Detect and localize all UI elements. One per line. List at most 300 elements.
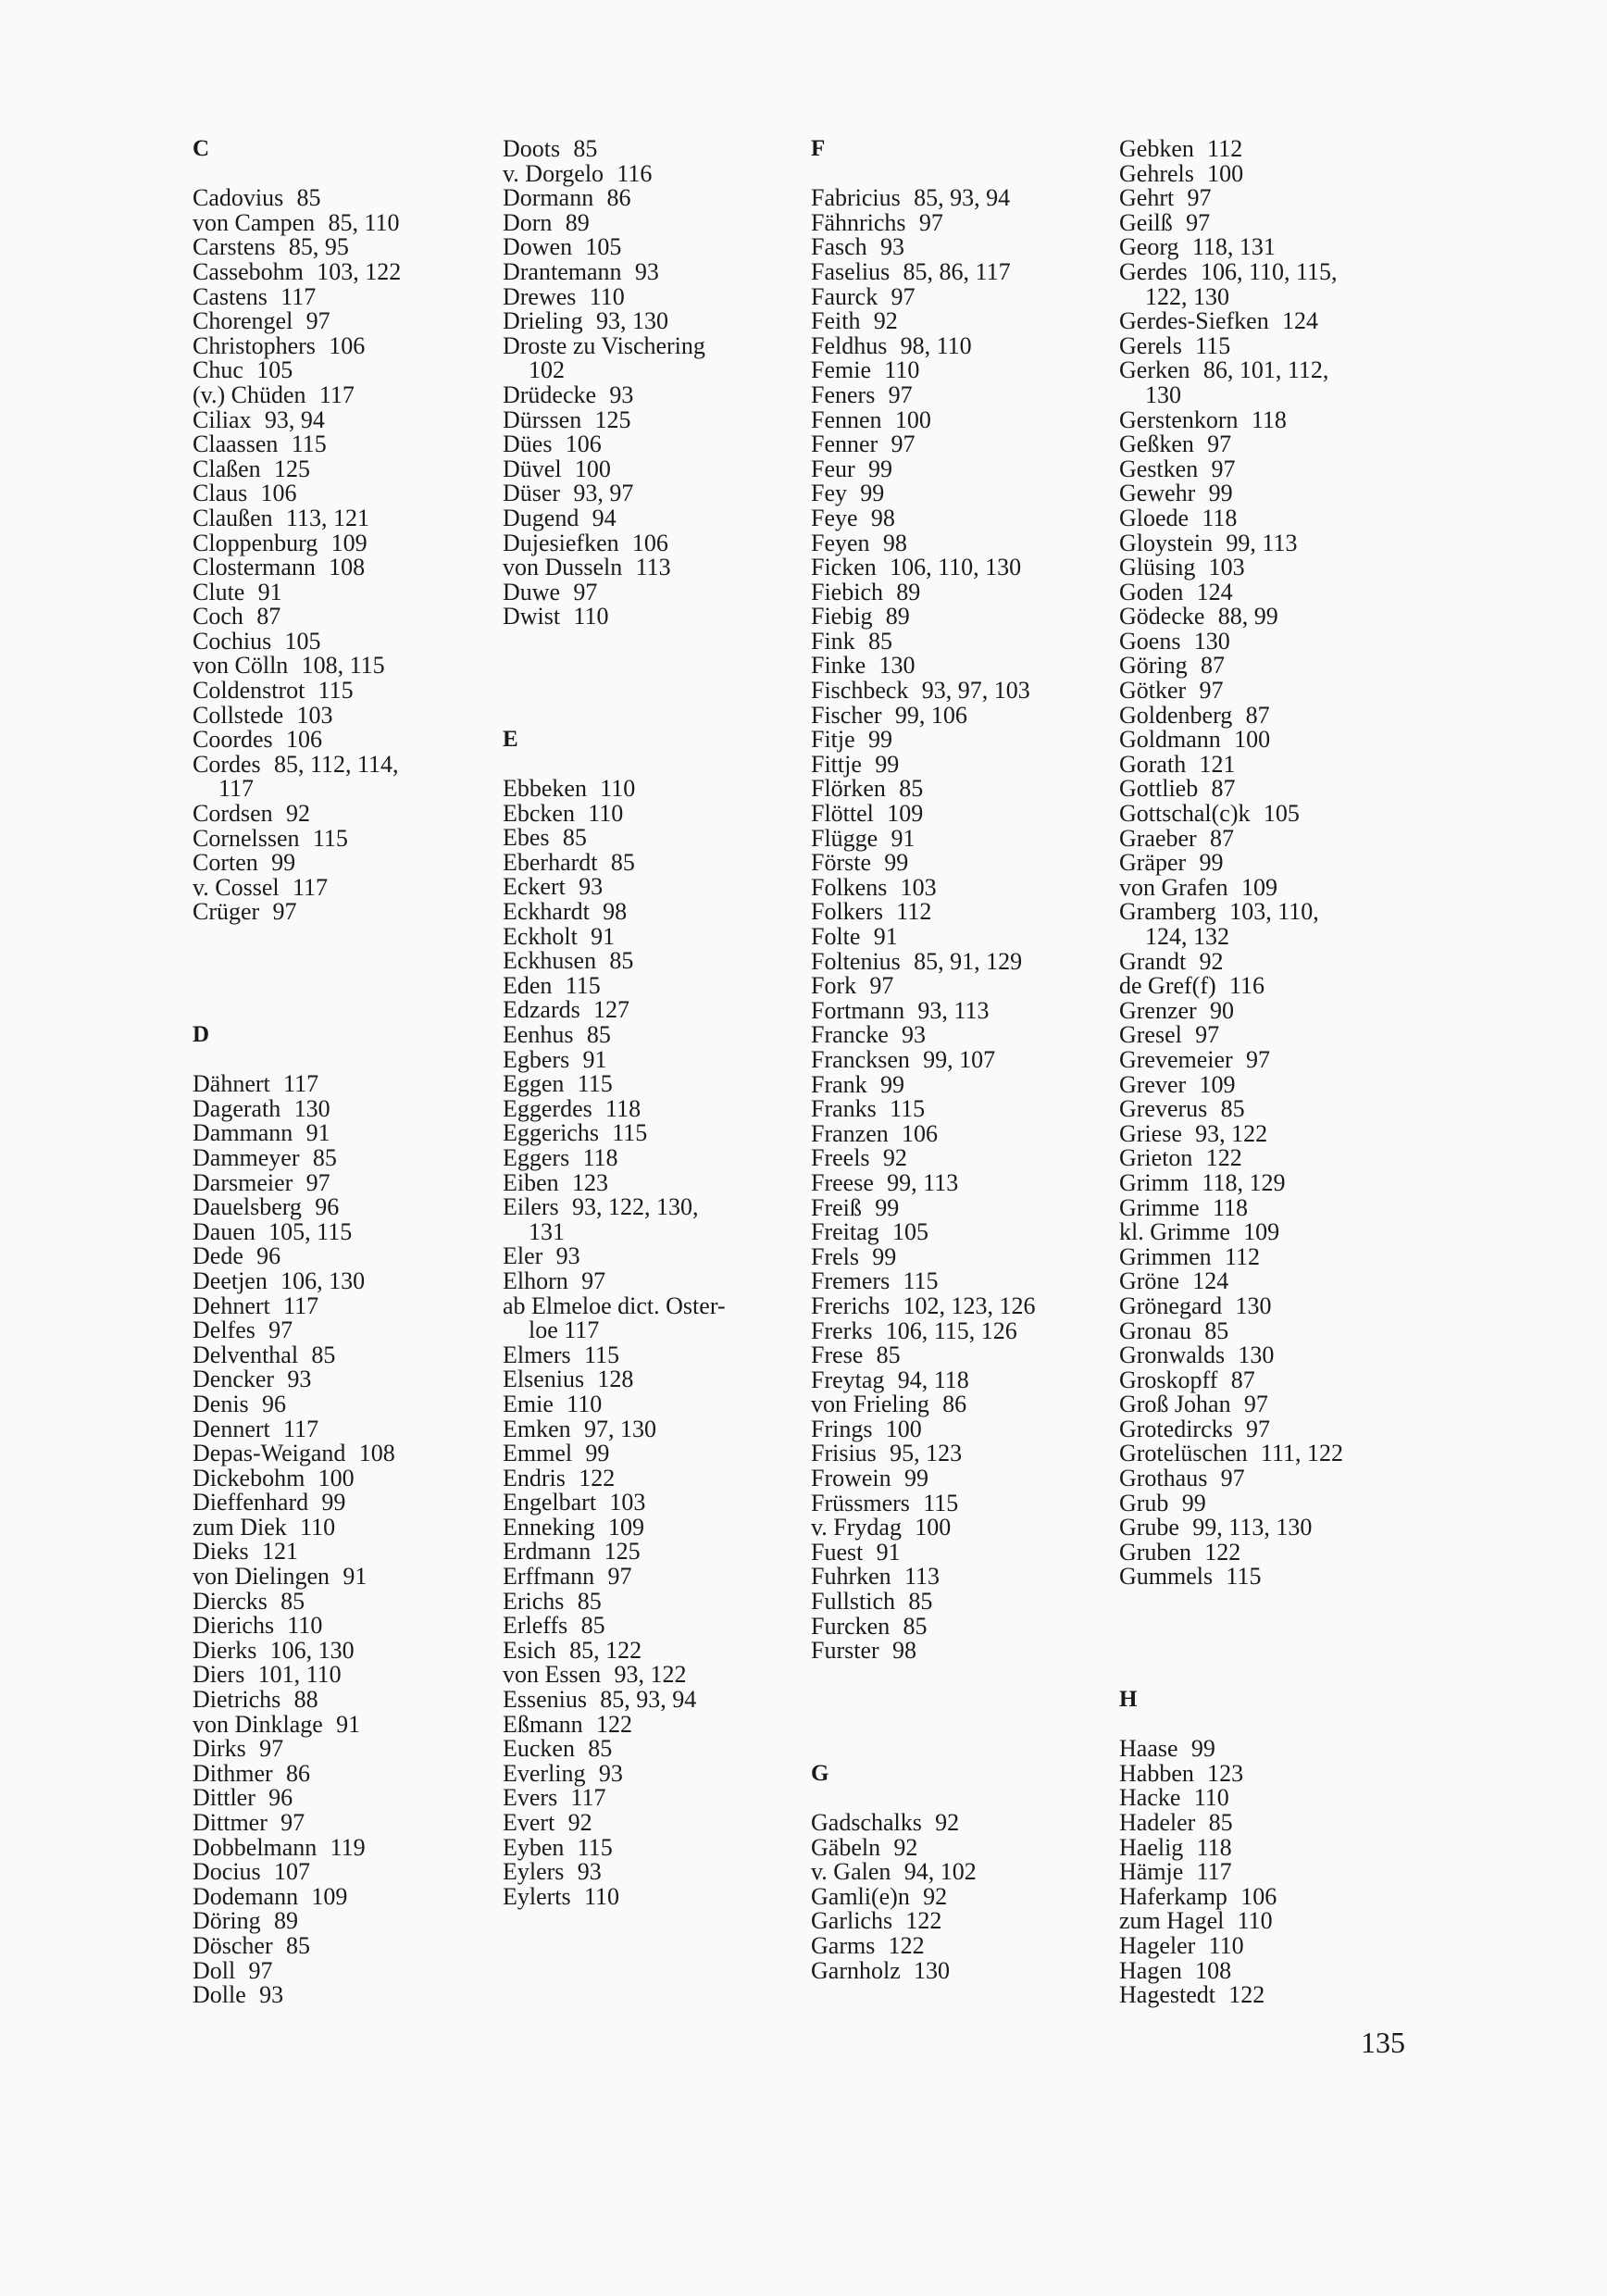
entry-pages: 106, 110, 115, bbox=[1200, 257, 1338, 285]
index-entry bbox=[1119, 679, 1343, 704]
entry-name: Dickebohm bbox=[193, 1464, 305, 1491]
index-entry bbox=[193, 1244, 401, 1269]
entry-name: Ebbeken bbox=[503, 775, 587, 803]
entry-pages: 122 bbox=[1204, 1538, 1241, 1566]
entry-name: Fremers bbox=[811, 1267, 891, 1295]
index-entry bbox=[193, 481, 401, 506]
entry-name: Förste bbox=[811, 849, 871, 877]
entry-name: Dauelsberg bbox=[193, 1193, 302, 1221]
entry-pages: 86 bbox=[942, 1391, 967, 1418]
entry-pages: 125 bbox=[273, 455, 310, 482]
entry-name: Fasch bbox=[811, 233, 867, 261]
entry-pages: 88 bbox=[293, 1686, 318, 1714]
entry-pages: 121 bbox=[1199, 750, 1236, 778]
index-entry bbox=[811, 408, 1036, 433]
entry-name: Frisius bbox=[811, 1440, 877, 1467]
index-entry bbox=[193, 1587, 401, 1615]
index-entry bbox=[1119, 627, 1343, 655]
index-entry bbox=[811, 750, 1036, 778]
entry-name: Feye bbox=[811, 504, 858, 531]
entry-name: Castens bbox=[193, 282, 268, 310]
entry-name: Carstens bbox=[193, 233, 276, 261]
entry-name: Goldmann bbox=[1119, 726, 1221, 754]
index-entry bbox=[811, 1860, 1036, 1885]
entry-name: Döscher bbox=[193, 1931, 273, 1959]
index-entry bbox=[1119, 580, 1343, 605]
entry-pages: 91 bbox=[257, 578, 282, 605]
index-entry bbox=[1119, 1220, 1343, 1245]
entry-name: Dodemann bbox=[193, 1882, 299, 1910]
index-entry bbox=[193, 777, 401, 802]
index-entry bbox=[193, 1294, 401, 1319]
index-entry bbox=[193, 555, 401, 580]
index-entry bbox=[193, 1143, 401, 1171]
section-letter: C bbox=[193, 136, 210, 161]
entry-pages: 117 bbox=[292, 873, 328, 901]
index-entry bbox=[1119, 1070, 1343, 1098]
entry-pages: 85 bbox=[285, 1931, 310, 1959]
entry-name: Dierks bbox=[193, 1636, 257, 1664]
entry-name: Endris bbox=[503, 1464, 566, 1491]
entry-name: Eyben bbox=[503, 1833, 565, 1861]
index-entry bbox=[193, 1491, 401, 1516]
index-entry bbox=[811, 1316, 1036, 1344]
index-entry bbox=[811, 1119, 1036, 1147]
entry-name: Cassebohm bbox=[193, 257, 304, 285]
entry-pages: 85 bbox=[588, 1735, 613, 1763]
entry-name: von Grafen bbox=[1119, 873, 1228, 901]
entry-pages: 121 bbox=[261, 1538, 298, 1566]
entry-name: Eßmann bbox=[503, 1710, 583, 1738]
index-entry bbox=[1119, 824, 1343, 852]
entry-pages: 99 bbox=[271, 849, 296, 877]
entry-pages: 110 bbox=[567, 1390, 603, 1417]
index-entry bbox=[811, 974, 1036, 999]
entry-name: Haase bbox=[1119, 1735, 1178, 1763]
entry-pages: 87 bbox=[256, 603, 281, 630]
entry-pages: 122 bbox=[1205, 1144, 1242, 1172]
index-entry bbox=[811, 1833, 1036, 1861]
entry-pages: 97 bbox=[272, 898, 297, 926]
index-entry bbox=[193, 1811, 401, 1836]
entry-pages: 85, 95 bbox=[288, 233, 349, 261]
index-entry bbox=[503, 1786, 739, 1811]
entry-pages: 98 bbox=[882, 529, 907, 556]
index-entry bbox=[811, 555, 1036, 580]
entry-name: Doll bbox=[193, 1956, 236, 1984]
entry-pages: 118 bbox=[1196, 1833, 1232, 1861]
entry-pages: 95, 123 bbox=[890, 1440, 963, 1467]
index-entry bbox=[1119, 925, 1343, 950]
entry-pages: 93 bbox=[577, 1858, 602, 1886]
entry-name: Essenius bbox=[503, 1686, 587, 1714]
entry-pages: 85 bbox=[312, 1143, 337, 1171]
entry-name: Grevemeier bbox=[1119, 1045, 1233, 1073]
entry-pages: 130 bbox=[1235, 1292, 1272, 1319]
index-entry bbox=[193, 1860, 401, 1885]
entry-name: Dittmer bbox=[193, 1809, 268, 1836]
entry-pages: 106 bbox=[260, 480, 297, 507]
entry-name: Crüger bbox=[193, 898, 260, 926]
index-entry bbox=[811, 1368, 1036, 1393]
index-entry bbox=[811, 331, 1036, 359]
entry-name: Claassen bbox=[193, 430, 279, 458]
entry-name: Cordsen bbox=[193, 800, 273, 828]
entry-pages: 93, 122 bbox=[614, 1661, 687, 1689]
entry-pages: 100 bbox=[894, 406, 931, 433]
entry-pages: 85 bbox=[562, 824, 587, 852]
entry-pages: 93, 130 bbox=[595, 307, 668, 335]
entry-name: Denis bbox=[193, 1390, 249, 1417]
index-entry bbox=[1119, 728, 1343, 753]
entry-name: Frowein bbox=[811, 1465, 891, 1492]
entry-pages: 91 bbox=[876, 1538, 901, 1566]
entry-pages: 99 bbox=[1190, 1735, 1215, 1763]
index-entry bbox=[811, 1242, 1036, 1270]
entry-name: Eckhardt bbox=[503, 898, 590, 926]
index-entry bbox=[503, 1168, 739, 1196]
entry-name: Dittler bbox=[193, 1784, 255, 1812]
entry-name: Freese bbox=[811, 1168, 874, 1196]
index-entry bbox=[503, 848, 739, 876]
entry-name: Esich bbox=[503, 1636, 556, 1664]
entry-pages: 85 bbox=[580, 1612, 605, 1640]
index-entry bbox=[1119, 1882, 1343, 1910]
entry-name: Dähnert bbox=[193, 1070, 270, 1098]
entry-name: Grandt bbox=[1119, 947, 1187, 975]
entry-pages: 85 bbox=[899, 775, 924, 803]
index-entry bbox=[1119, 1269, 1343, 1294]
index-entry bbox=[1119, 1193, 1343, 1221]
entry-name: Griese bbox=[1119, 1119, 1182, 1147]
entry-name: Eucken bbox=[503, 1735, 575, 1763]
entry-pages: 110 bbox=[1237, 1907, 1273, 1935]
index-entry bbox=[811, 1811, 1036, 1836]
index-entry bbox=[811, 1220, 1036, 1245]
entry-pages: 97 bbox=[1246, 1045, 1270, 1073]
entry-pages: 117 bbox=[283, 1070, 319, 1098]
entry-name: Ebcken bbox=[503, 799, 575, 827]
entry-name: Fittje bbox=[811, 750, 862, 778]
index-entry bbox=[811, 900, 1036, 925]
entry-name: Eler bbox=[503, 1242, 543, 1270]
entry-name: Flöttel bbox=[811, 800, 874, 828]
entry-name: Emmel bbox=[503, 1440, 573, 1467]
entry-pages: 106 bbox=[1240, 1882, 1277, 1910]
entry-pages: 115 bbox=[1195, 331, 1231, 359]
index-entry bbox=[1119, 1466, 1343, 1491]
entry-pages: 99 bbox=[875, 1193, 900, 1221]
entry-name: Dorn bbox=[503, 208, 553, 236]
entry-pages: 88, 99 bbox=[1217, 603, 1278, 630]
index-entry bbox=[1119, 1538, 1343, 1566]
entry-pages: 116 bbox=[1228, 972, 1264, 1000]
entry-name: Dietrichs bbox=[193, 1686, 281, 1714]
entry-name: Dirks bbox=[193, 1735, 246, 1763]
entry-name: Früssmers bbox=[811, 1489, 910, 1516]
entry-name: Diers bbox=[193, 1661, 245, 1689]
entry-name: Feur bbox=[811, 455, 855, 482]
entry-pages: 115 bbox=[903, 1267, 939, 1295]
entry-pages: 85, 91, 129 bbox=[914, 947, 1023, 975]
entry-name: Dowen bbox=[503, 233, 573, 261]
entry-name: Femie bbox=[811, 356, 871, 384]
entry-pages: 103 bbox=[296, 701, 333, 729]
index-entry bbox=[193, 282, 401, 310]
entry-pages: 110 bbox=[1208, 1931, 1244, 1959]
entry-pages: 108 bbox=[358, 1440, 395, 1467]
index-entry bbox=[503, 1710, 739, 1738]
entry-name: Gamli(e)n bbox=[811, 1882, 910, 1910]
entry-pages: 115 bbox=[565, 971, 601, 999]
entry-name: Eggers bbox=[503, 1143, 570, 1171]
entry-name: Feith bbox=[811, 307, 861, 335]
index-entry bbox=[1119, 1417, 1343, 1442]
entry-name: Eden bbox=[503, 971, 553, 999]
index-entry bbox=[1119, 654, 1343, 679]
index-entry bbox=[811, 1097, 1036, 1122]
entry-pages: 98 bbox=[870, 504, 895, 531]
entry-name: Habben bbox=[1119, 1759, 1194, 1787]
entry-name: Franks bbox=[811, 1095, 877, 1123]
index-entry bbox=[193, 457, 401, 482]
entry-pages: 99 bbox=[879, 1070, 904, 1098]
entry-name: Dagerath bbox=[193, 1094, 281, 1122]
entry-name: Hagen bbox=[1119, 1956, 1182, 1984]
entry-name: Dieffenhard bbox=[193, 1489, 309, 1516]
entry-name: Chorengel bbox=[193, 307, 293, 335]
index-entry bbox=[1119, 1737, 1343, 1762]
entry-pages: 97 bbox=[1246, 1415, 1271, 1442]
entry-pages: 123 bbox=[1207, 1759, 1244, 1787]
entry-pages: 86 bbox=[285, 1759, 310, 1787]
entry-pages: 118 bbox=[1212, 1193, 1248, 1221]
entry-pages: 85 bbox=[609, 947, 634, 975]
index-entry bbox=[503, 580, 739, 605]
index-entry bbox=[811, 679, 1036, 704]
index-entry bbox=[811, 1441, 1036, 1466]
entry-name: Dennert bbox=[193, 1415, 270, 1442]
entry-name: Goens bbox=[1119, 627, 1181, 655]
index-entry bbox=[193, 1343, 401, 1368]
index-entry bbox=[1119, 555, 1343, 580]
entry-name: (v.) Chüden bbox=[193, 381, 306, 408]
section-letter: F bbox=[811, 136, 826, 161]
index-entry bbox=[503, 1244, 739, 1269]
entry-name: Delfes bbox=[193, 1316, 255, 1344]
entry-name: Docius bbox=[193, 1858, 261, 1886]
entry-pages: 93, 97 bbox=[573, 480, 634, 507]
index-entry bbox=[503, 282, 739, 310]
entry-pages: 130 bbox=[914, 1956, 951, 1984]
entry-name: Collstede bbox=[193, 701, 284, 729]
entry-pages: 99 bbox=[860, 480, 885, 507]
index-entry bbox=[503, 1759, 739, 1787]
index-entry bbox=[193, 1168, 401, 1196]
entry-pages: 87 bbox=[1245, 701, 1270, 729]
entry-pages: 105 bbox=[284, 627, 321, 655]
entry-name: Düvel bbox=[503, 455, 562, 482]
entry-pages: 117 bbox=[283, 1292, 319, 1319]
entry-name: Dede bbox=[193, 1242, 243, 1270]
entry-pages: 100 bbox=[885, 1415, 922, 1442]
index-entry bbox=[193, 1737, 401, 1762]
index-entry bbox=[811, 309, 1036, 334]
index-entry bbox=[503, 922, 739, 950]
entry-name: Claßen bbox=[193, 455, 261, 482]
index-entry bbox=[1119, 531, 1343, 556]
index-entry bbox=[1119, 1023, 1343, 1048]
index-entry bbox=[1119, 777, 1343, 802]
index-entry bbox=[1119, 802, 1343, 827]
entry-name: Enneking bbox=[503, 1513, 595, 1541]
index-entry bbox=[1119, 1491, 1343, 1516]
entry-pages: 124 bbox=[1282, 307, 1319, 335]
entry-name: Fenner bbox=[811, 430, 878, 458]
index-entry bbox=[193, 824, 401, 852]
entry-pages: 118 bbox=[582, 1143, 618, 1171]
index-entry bbox=[811, 1146, 1036, 1171]
index-entry bbox=[811, 728, 1036, 753]
entry-name: zum Diek bbox=[193, 1513, 287, 1541]
entry-name: Faselius bbox=[811, 257, 891, 285]
entry-name: von Campen bbox=[193, 208, 316, 236]
index-entry bbox=[811, 627, 1036, 655]
entry-name: Frels bbox=[811, 1242, 859, 1270]
index-entry bbox=[1119, 996, 1343, 1024]
entry-name: Gronwalds bbox=[1119, 1341, 1226, 1369]
entry-pages: 97 bbox=[268, 1316, 293, 1344]
entry-pages: 105 bbox=[891, 1218, 928, 1246]
entry-pages: 99 bbox=[872, 1242, 897, 1270]
index-entry bbox=[193, 1466, 401, 1491]
entry-name: Gloede bbox=[1119, 504, 1190, 531]
entry-name: Garms bbox=[811, 1931, 876, 1959]
entry-pages: 92 bbox=[1199, 947, 1224, 975]
entry-pages: 103, 122 bbox=[317, 257, 402, 285]
index-entry bbox=[193, 1195, 401, 1220]
entry-name: v. Frydag bbox=[811, 1514, 902, 1541]
index-entry bbox=[193, 728, 401, 753]
entry-name: Clute bbox=[193, 578, 245, 605]
entry-name: Garnholz bbox=[811, 1956, 901, 1984]
index-entry bbox=[1119, 1368, 1343, 1393]
entry-name: Grotelüschen bbox=[1119, 1440, 1248, 1467]
index-entry bbox=[503, 358, 739, 383]
entry-pages: 100 bbox=[318, 1464, 355, 1491]
page-number: 135 bbox=[1361, 2026, 1405, 2059]
entry-name: Furster bbox=[811, 1637, 879, 1665]
entry-name: Eylerts bbox=[503, 1882, 571, 1910]
entry-name: Gerken bbox=[1119, 356, 1190, 384]
entry-pages: 92 bbox=[567, 1809, 592, 1836]
index-entry bbox=[811, 235, 1036, 260]
index-entry bbox=[811, 996, 1036, 1024]
entry-pages: 85, 93, 94 bbox=[600, 1686, 697, 1714]
entry-name: Eggen bbox=[503, 1070, 565, 1098]
entry-name: Goldenberg bbox=[1119, 701, 1233, 729]
entry-name: Grimm bbox=[1119, 1168, 1190, 1196]
entry-pages: 85 bbox=[1208, 1809, 1233, 1836]
entry-name: v. Cossel bbox=[193, 873, 280, 901]
entry-name: Delventhal bbox=[193, 1341, 299, 1368]
index-entry bbox=[811, 777, 1036, 802]
entry-pages: 91 bbox=[591, 922, 616, 950]
index-entry bbox=[503, 137, 739, 162]
entry-name: Freytag bbox=[811, 1366, 885, 1393]
index-entry bbox=[503, 605, 739, 630]
index-entry bbox=[1119, 331, 1343, 359]
index-entry bbox=[193, 1417, 401, 1442]
index-entry bbox=[193, 1513, 401, 1541]
entry-pages: 99 bbox=[321, 1489, 346, 1516]
entry-pages: 130 bbox=[878, 652, 916, 680]
entry-pages: 85 bbox=[908, 1588, 933, 1616]
entry-name: Fuest bbox=[811, 1538, 864, 1566]
index-entry bbox=[503, 1636, 739, 1664]
entry-pages: 109 bbox=[887, 800, 924, 828]
index-entry bbox=[503, 1392, 739, 1417]
entry-name: Drantemann bbox=[503, 257, 622, 285]
index-entry bbox=[811, 1590, 1036, 1615]
index-entry bbox=[193, 1636, 401, 1664]
entry-name: Fullstich bbox=[811, 1588, 896, 1616]
entry-name: Gronau bbox=[1119, 1316, 1191, 1344]
index-entry bbox=[811, 654, 1036, 679]
entry-name: Grönegard bbox=[1119, 1292, 1223, 1319]
index-entry bbox=[503, 1023, 739, 1048]
entry-name: Gehrt bbox=[1119, 184, 1175, 212]
entry-pages: 99, 113, 130 bbox=[1192, 1514, 1313, 1541]
index-entry bbox=[503, 555, 739, 580]
entry-pages: 118 bbox=[605, 1094, 642, 1122]
entry-pages: 97 bbox=[888, 381, 913, 408]
entry-name: Dierichs bbox=[193, 1612, 275, 1640]
entry-name: Eberhardt bbox=[503, 848, 598, 876]
index-section bbox=[503, 728, 739, 1910]
index-section bbox=[811, 1762, 1036, 1983]
entry-name: Geßken bbox=[1119, 430, 1194, 458]
index-entry bbox=[811, 1882, 1036, 1910]
index-entry bbox=[811, 1193, 1036, 1221]
index-entry bbox=[811, 947, 1036, 975]
entry-name: Coldenstrot bbox=[193, 677, 305, 705]
entry-pages: 113 bbox=[903, 1563, 941, 1591]
entry-pages: 109 bbox=[1240, 873, 1277, 901]
entry-pages: 109 bbox=[311, 1882, 348, 1910]
entry-name: Drieling bbox=[503, 307, 583, 335]
entry-pages: 107 bbox=[273, 1858, 310, 1886]
entry-pages: 89 bbox=[896, 578, 921, 605]
index-entry bbox=[1119, 851, 1343, 876]
entry-pages: 99 bbox=[884, 849, 909, 877]
entry-name: Elsenius bbox=[503, 1366, 585, 1393]
entry-pages: 99 bbox=[585, 1440, 610, 1467]
index-entry bbox=[193, 1710, 401, 1738]
index-entry bbox=[503, 457, 739, 482]
entry-name: Coordes bbox=[193, 726, 273, 754]
entry-pages: 87 bbox=[1210, 824, 1235, 852]
entry-pages: 115 bbox=[1226, 1563, 1262, 1591]
index-entry bbox=[193, 1909, 401, 1934]
index-column-2 bbox=[503, 137, 739, 1909]
index-entry bbox=[193, 1786, 401, 1811]
index-entry bbox=[193, 408, 401, 433]
entry-name: Darsmeier bbox=[193, 1168, 293, 1196]
index-entry bbox=[1119, 900, 1343, 925]
entry-name: Doots bbox=[503, 135, 561, 162]
entry-name: Geilß bbox=[1119, 208, 1173, 236]
